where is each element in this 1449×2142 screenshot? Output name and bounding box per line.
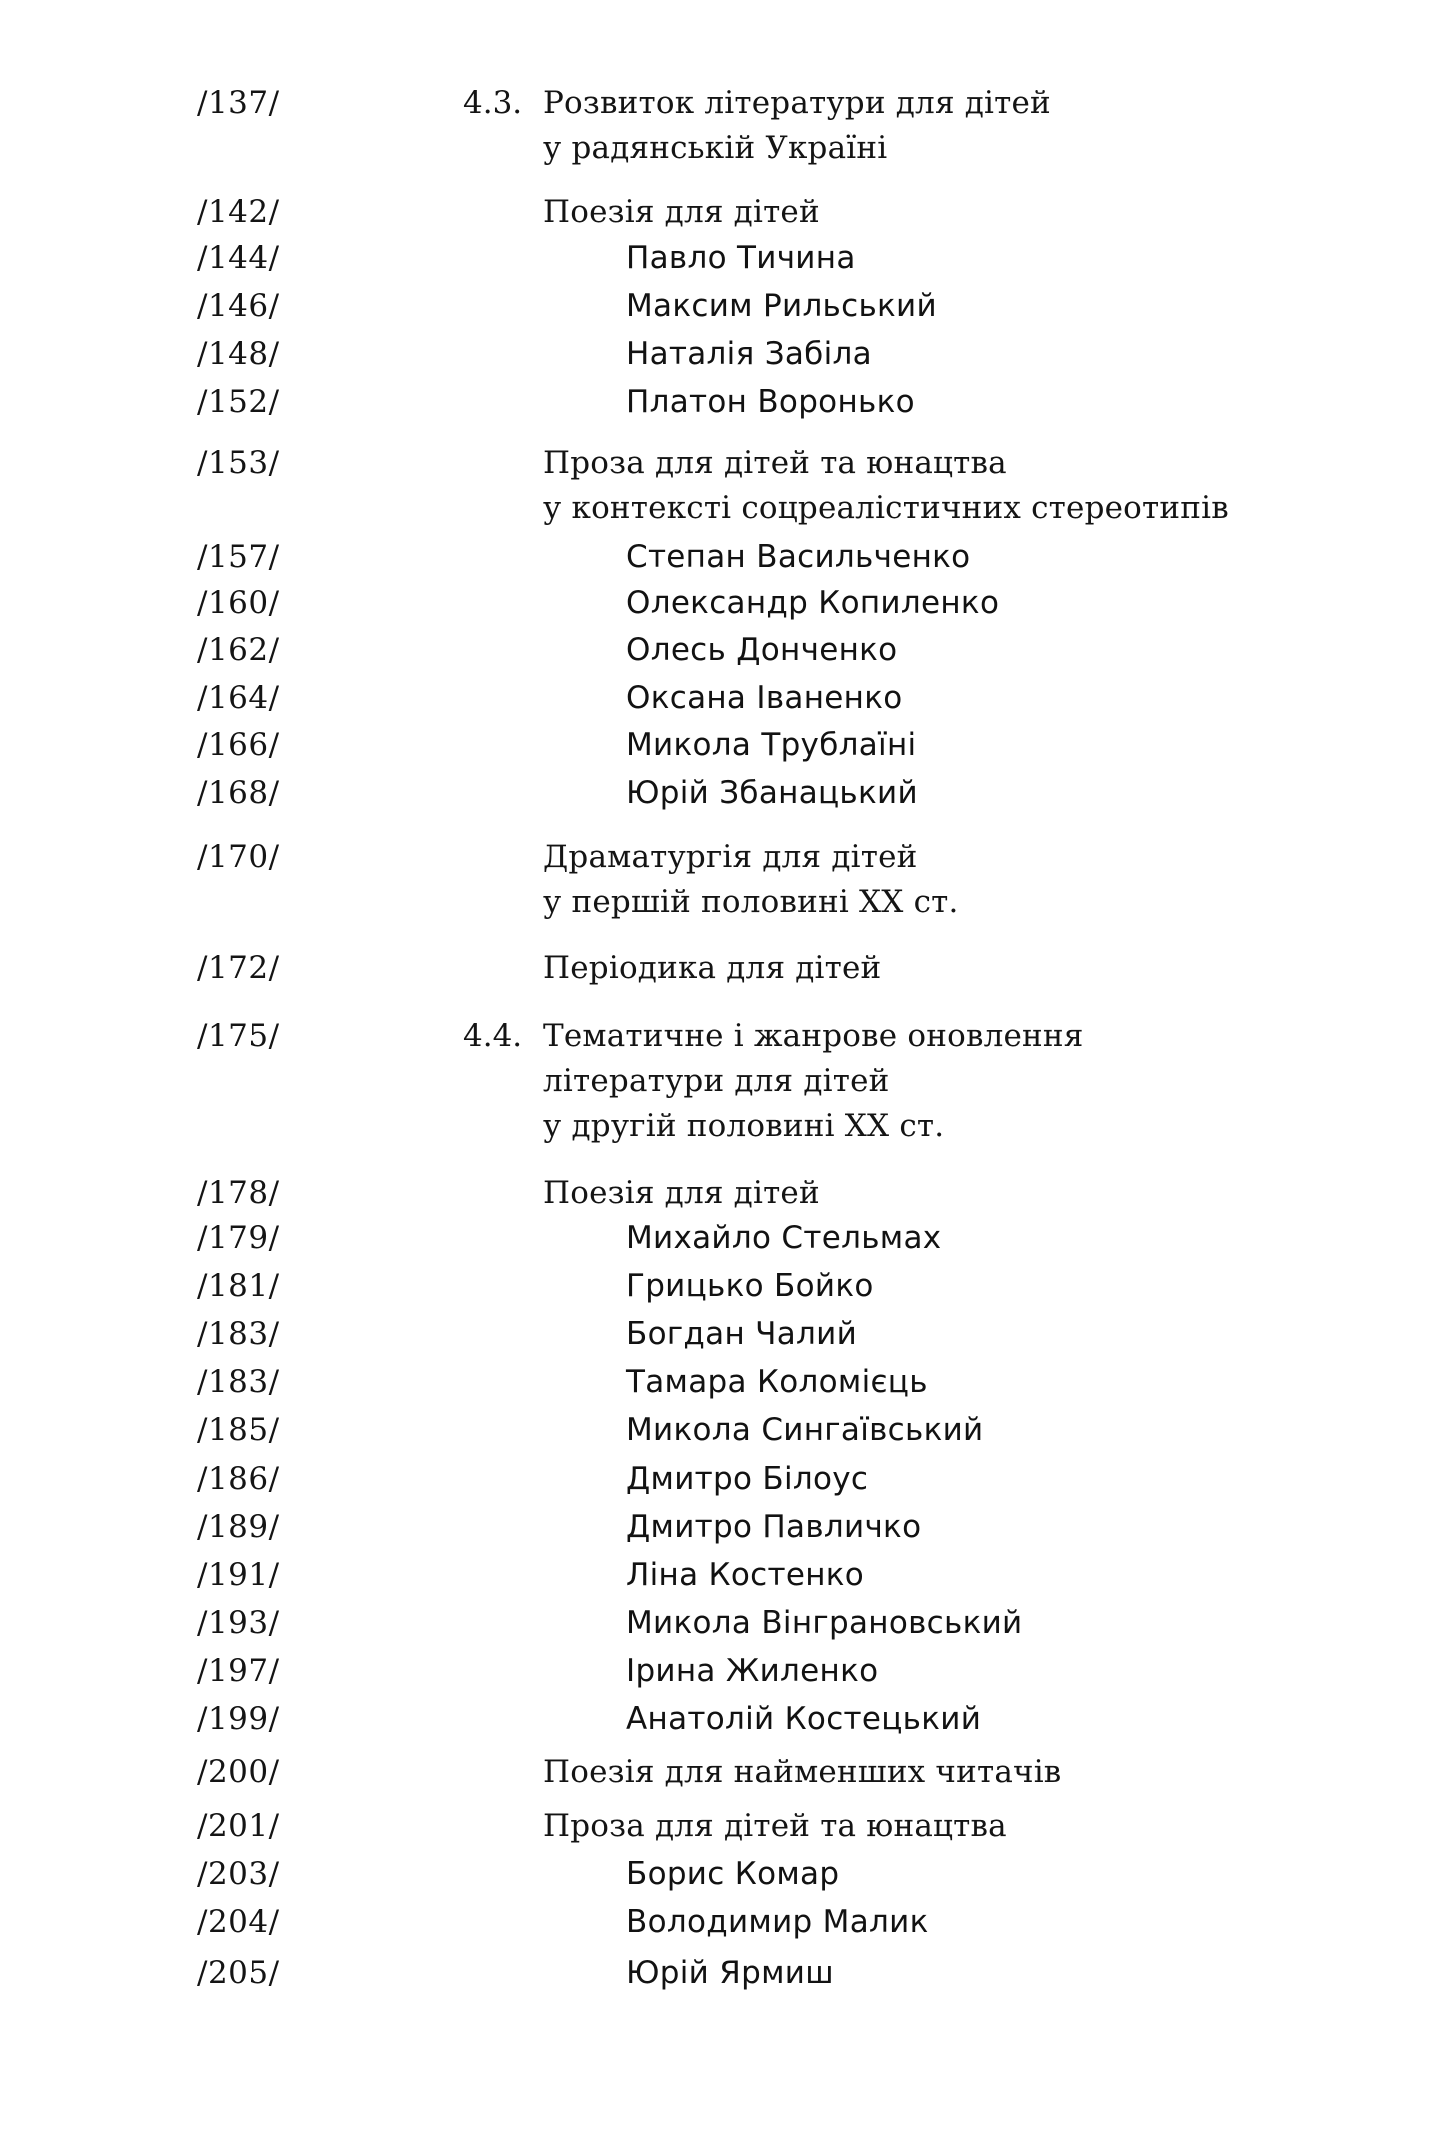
author-name: Дмитро Білоус <box>626 1461 869 1498</box>
author-name: Володимир Малик <box>626 1904 929 1941</box>
page-number: /186/ <box>197 1461 280 1498</box>
author-name: Михайло Стельмах <box>626 1220 942 1257</box>
section-title-line: у другій половині XX ст. <box>543 1108 945 1145</box>
page-number: /178/ <box>197 1175 280 1212</box>
author-name: Максим Рильський <box>626 288 937 325</box>
page-number: /166/ <box>197 727 280 764</box>
author-name: Наталія Забіла <box>626 336 872 373</box>
subsection-title-line: у контексті соцреалістичних стереотипів <box>543 490 1229 527</box>
page-number: /146/ <box>197 288 280 325</box>
author-name: Богдан Чалий <box>626 1316 858 1353</box>
author-name: Анатолій Костецький <box>626 1701 982 1738</box>
page-number: /200/ <box>197 1754 280 1791</box>
author-name: Платон Воронько <box>626 384 915 421</box>
author-name: Ірина Жиленко <box>626 1653 879 1690</box>
page-number: /193/ <box>197 1605 280 1642</box>
subsection-title-line: Проза для дітей та юнацтва <box>543 1808 1007 1845</box>
section-number: 4.4. <box>463 1018 523 1055</box>
page-number: /185/ <box>197 1412 280 1449</box>
subsection-title-line: Поезія для найменших читачів <box>543 1754 1062 1791</box>
section-title-line: у радянській Україні <box>543 130 888 167</box>
author-name: Павло Тичина <box>626 240 856 277</box>
author-name: Ліна Костенко <box>626 1557 865 1594</box>
page-number: /197/ <box>197 1653 280 1690</box>
page-number: /181/ <box>197 1268 280 1305</box>
page-number: /175/ <box>197 1018 280 1055</box>
subsection-title-line: Драматургія для дітей <box>543 839 918 876</box>
author-name: Юрій Ярмиш <box>626 1955 834 1992</box>
page-number: /144/ <box>197 240 280 277</box>
page-number: /148/ <box>197 336 280 373</box>
subsection-title-line: Проза для дітей та юнацтва <box>543 445 1007 482</box>
page-number: /203/ <box>197 1856 280 1893</box>
page-number: /205/ <box>197 1955 280 1992</box>
page-number: /201/ <box>197 1808 280 1845</box>
section-title-line: літератури для дітей <box>543 1063 890 1100</box>
author-name: Олесь Донченко <box>626 632 898 669</box>
page-number: /157/ <box>197 539 280 576</box>
page-number: /172/ <box>197 950 280 987</box>
page-number: /162/ <box>197 632 280 669</box>
section-number: 4.3. <box>463 85 523 122</box>
page-number: /153/ <box>197 445 280 482</box>
author-name: Борис Комар <box>626 1856 840 1893</box>
page-number: /183/ <box>197 1364 280 1401</box>
page-number: /152/ <box>197 384 280 421</box>
author-name: Оксана Іваненко <box>626 680 903 717</box>
author-name: Дмитро Павличко <box>626 1509 922 1546</box>
page-number: /183/ <box>197 1316 280 1353</box>
page-number: /170/ <box>197 839 280 876</box>
page-number: /168/ <box>197 775 280 812</box>
author-name: Грицько Бойко <box>626 1268 874 1305</box>
author-name: Микола Трублаїні <box>626 727 917 764</box>
subsection-title-line: Поезія для дітей <box>543 1175 820 1212</box>
page-number: /189/ <box>197 1509 280 1546</box>
author-name: Микола Вінграновський <box>626 1605 1023 1642</box>
page-number: /191/ <box>197 1557 280 1594</box>
section-title-line: Розвиток літератури для дітей <box>543 85 1051 122</box>
page-number: /164/ <box>197 680 280 717</box>
author-name: Юрій Збанацький <box>626 775 918 812</box>
section-title-line: Тематичне і жанрове оновлення <box>543 1018 1084 1055</box>
author-name: Степан Васильченко <box>626 539 971 576</box>
author-name: Тамара Коломієць <box>626 1364 928 1401</box>
subsection-title-line: Періодика для дітей <box>543 950 882 987</box>
page-number: /137/ <box>197 85 280 122</box>
subsection-title-line: Поезія для дітей <box>543 194 820 231</box>
subsection-title-line: у першій половині XX ст. <box>543 884 959 921</box>
page-number: /179/ <box>197 1220 280 1257</box>
page-number: /160/ <box>197 585 280 622</box>
page-number: /204/ <box>197 1904 280 1941</box>
page-number: /142/ <box>197 194 280 231</box>
author-name: Олександр Копиленко <box>626 585 1000 622</box>
page-number: /199/ <box>197 1701 280 1738</box>
author-name: Микола Сингаївський <box>626 1412 984 1449</box>
